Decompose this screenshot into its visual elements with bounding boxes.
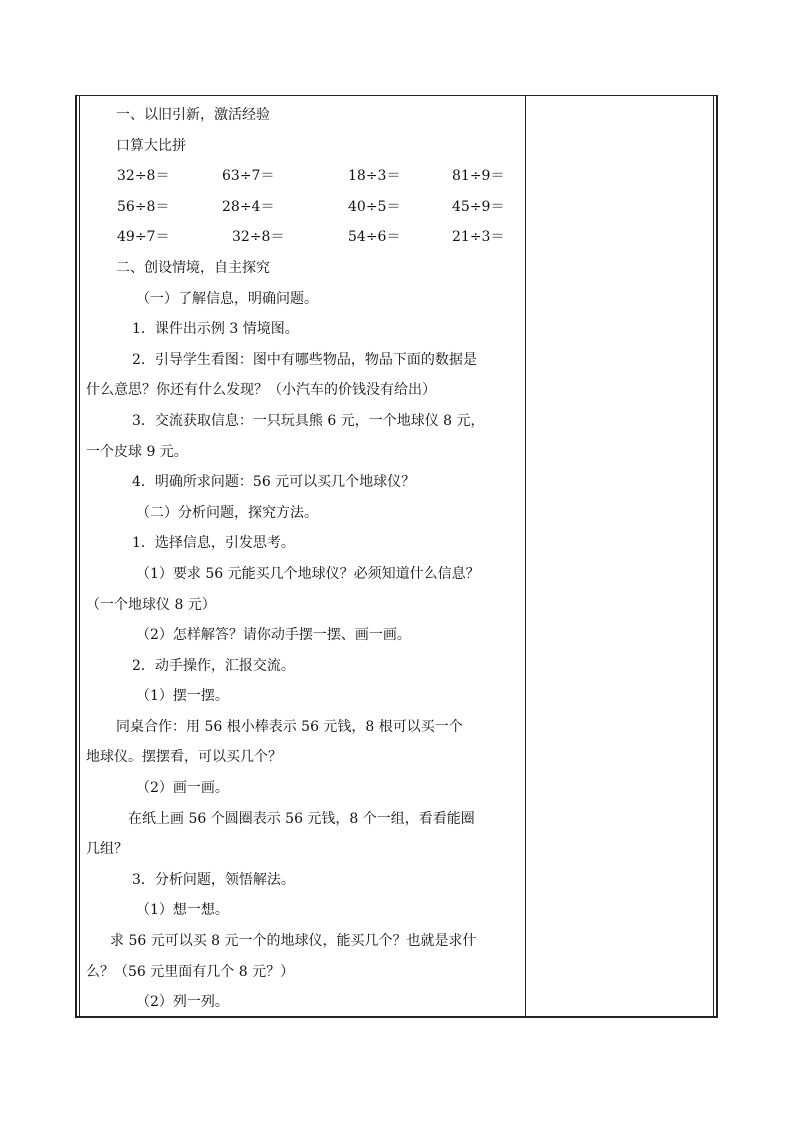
lesson-plan-content	[86, 100, 522, 1018]
table-border-top	[75, 95, 717, 96]
table-border-right	[716, 95, 718, 1018]
paragraph-line: （2）画一画。	[136, 780, 229, 797]
calc-item: 32÷8＝	[232, 229, 285, 246]
calc-item: 63÷7＝	[222, 168, 275, 185]
section-heading-1: 一、以旧引新，激活经验	[116, 107, 270, 123]
calc-row	[86, 222, 522, 253]
paragraph-line: （1）要求 56 元能买几个地球仪？必须知道什么信息？	[136, 565, 480, 582]
subsection-heading: （二）分析问题，探究方法。	[136, 504, 318, 521]
table-border-left	[75, 95, 77, 1018]
paragraph-line: （2）列一列。	[136, 994, 229, 1011]
calc-item: 45÷9＝	[452, 198, 505, 215]
table-column-divider	[525, 95, 526, 1018]
table-border-left-inner	[79, 95, 80, 1018]
calc-item: 32÷8＝	[117, 168, 170, 185]
paragraph-line: 求 56 元可以买 8 元一个的地球仪，能买几个？也就是求什	[110, 933, 477, 950]
calc-item: 49÷7＝	[117, 229, 170, 246]
paragraph-line: 4．明确所求问题：56 元可以买几个地球仪？	[132, 474, 416, 491]
paragraph-line: （2）怎样解答？请你动手摆一摆、画一画。	[136, 627, 411, 644]
calc-row	[86, 192, 522, 223]
paragraph-line: 1．课件出示例 3 情境图。	[132, 321, 299, 338]
subsection-heading: （一）了解信息，明确问题。	[136, 290, 318, 307]
paragraph-line: 2．动手操作，汇报交流。	[132, 657, 295, 674]
calc-item: 28÷4＝	[222, 198, 275, 215]
paragraph-line: （一个地球仪 8 元）	[86, 596, 216, 613]
paragraph-line: 么？（56 元里面有几个 8 元？）	[86, 963, 295, 980]
paragraph-line: 地球仪。摆摆看，可以买几个？	[86, 749, 282, 766]
calc-row	[86, 161, 522, 192]
activity-title: 口算大比拼	[116, 137, 186, 154]
calc-item: 18÷3＝	[348, 168, 401, 185]
calc-item: 56÷8＝	[117, 198, 170, 215]
paragraph-line: （1）想一想。	[136, 902, 229, 919]
paragraph-line: 2．引导学生看图：图中有哪些物品，物品下面的数据是	[132, 351, 477, 368]
table-border-right-inner	[713, 95, 714, 1018]
paragraph-line: 一个皮球 9 元。	[86, 443, 188, 460]
paragraph-line: 同桌合作：用 56 根小棒表示 56 元钱，8 根可以买一个	[116, 718, 463, 735]
paragraph-line: 什么意思？你还有什么发现？（小汽车的价钱没有给出）	[86, 382, 436, 399]
paragraph-line: 3．交流获取信息：一只玩具熊 6 元，一个地球仪 8 元，	[132, 412, 485, 429]
paragraph-line: 1．选择信息，引发思考。	[132, 535, 295, 552]
calc-item: 21÷3＝	[452, 229, 505, 246]
calc-item: 54÷6＝	[348, 229, 401, 246]
paragraph-line: 几组？	[86, 841, 128, 858]
calc-item: 81÷9＝	[452, 168, 505, 185]
paragraph-line: 在纸上画 56 个圆圈表示 56 元钱，8 个一组，看看能圈	[128, 810, 475, 827]
calc-item: 40÷5＝	[348, 198, 401, 215]
section-heading-2: 二、创设情境，自主探究	[116, 259, 270, 276]
paragraph-line: 3．分析问题，领悟解法。	[132, 871, 295, 888]
paragraph-line: （1）摆一摆。	[136, 688, 229, 705]
